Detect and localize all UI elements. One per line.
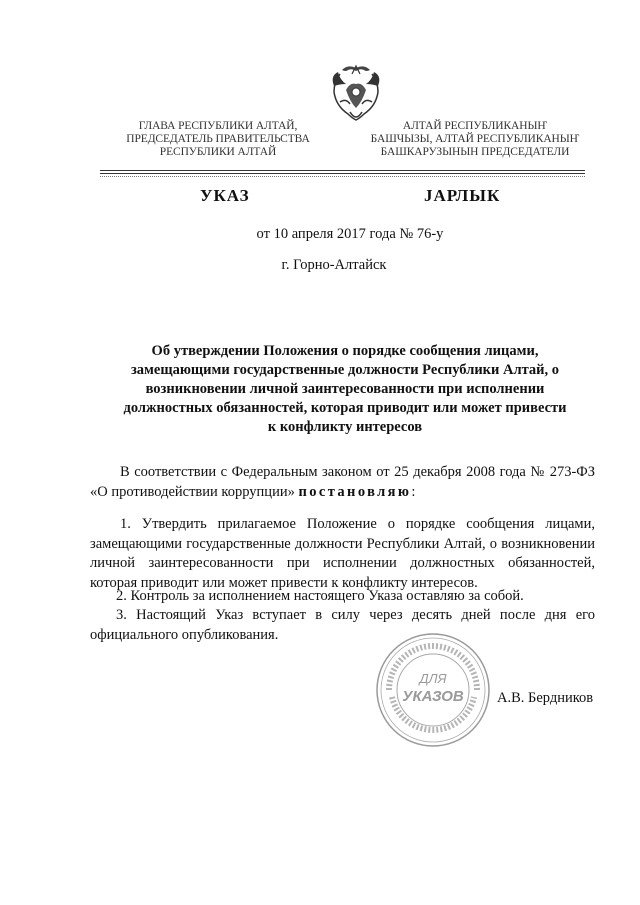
doc-type-ru: УКАЗ bbox=[200, 186, 250, 205]
signer-name: А.В. Бердников bbox=[497, 690, 594, 706]
header-left-line: ГЛАВА РЕСПУБЛИКИ АЛТАЙ, bbox=[138, 120, 298, 132]
doc-type-alt: ЈАРЛЫК bbox=[424, 186, 501, 205]
title-line: к конфликту интересов bbox=[267, 419, 423, 435]
emblem-icon bbox=[328, 62, 384, 126]
header-right-line: БАШЧЫЗЫ, АЛТАЙ РЕСПУБЛИКАНЫҤ bbox=[370, 133, 580, 145]
preamble-paragraph bbox=[90, 463, 595, 502]
item-1: 1. Утвердить прилагаемое Положение о порядке сообщения лицами, замещающими государственные должности Республики Алтай, о возникновении личной заинтересованности при исполнении должностных обязанностей, которая приводит или может привести к конфликту интересов. bbox=[90, 516, 595, 591]
stamp-line1: ДЛЯ bbox=[419, 671, 447, 686]
preamble-text: В соответствии с Федеральным законом от 25 декабря 2008 года № 273-ФЗ «О противодействии коррупции» bbox=[90, 464, 595, 500]
header-right bbox=[360, 120, 590, 159]
header-right-line: БАШКАРУЗЫНЫН ПРЕДСЕДАТЕЛИ bbox=[380, 146, 570, 158]
item-3: 3. Настоящий Указ вступает в силу через десять дней после дня его официального опубликования. bbox=[90, 607, 595, 643]
header-divider bbox=[100, 173, 585, 174]
title-line: Об утверждении Положения о порядке сообщения лицами, bbox=[151, 343, 539, 359]
title-line: должностных обязанностей, которая приводит или может привести bbox=[123, 400, 567, 416]
title-line: замещающими государственные должности Республики Алтай, о bbox=[130, 362, 560, 378]
header-left-line: ПРЕДСЕДАТЕЛЬ ПРАВИТЕЛЬСТВА bbox=[126, 133, 310, 145]
title-line: возникновении личной заинтересованности при исполнении bbox=[145, 381, 545, 397]
document-title bbox=[100, 342, 590, 437]
preamble-end: : bbox=[411, 483, 416, 500]
date-line: от 10 апреля 2017 года № 76-у bbox=[256, 226, 444, 242]
decree-word: постановляю bbox=[298, 483, 412, 500]
stamp-icon bbox=[374, 631, 492, 749]
stamp-line2: УКАЗОВ bbox=[402, 688, 464, 705]
city-line: г. Горно-Алтайск bbox=[281, 257, 387, 273]
header-left-line: РЕСПУБЛИКИ АЛТАЙ bbox=[159, 146, 277, 158]
item-2: 2. Контроль за исполнением настоящего Указа оставляю за собой. bbox=[116, 588, 524, 604]
header-divider bbox=[100, 176, 585, 177]
header-divider bbox=[100, 170, 585, 171]
header-left bbox=[108, 120, 328, 159]
header-right-line: АЛТАЙ РЕСПУБЛИКАНЫҤ bbox=[402, 120, 548, 132]
